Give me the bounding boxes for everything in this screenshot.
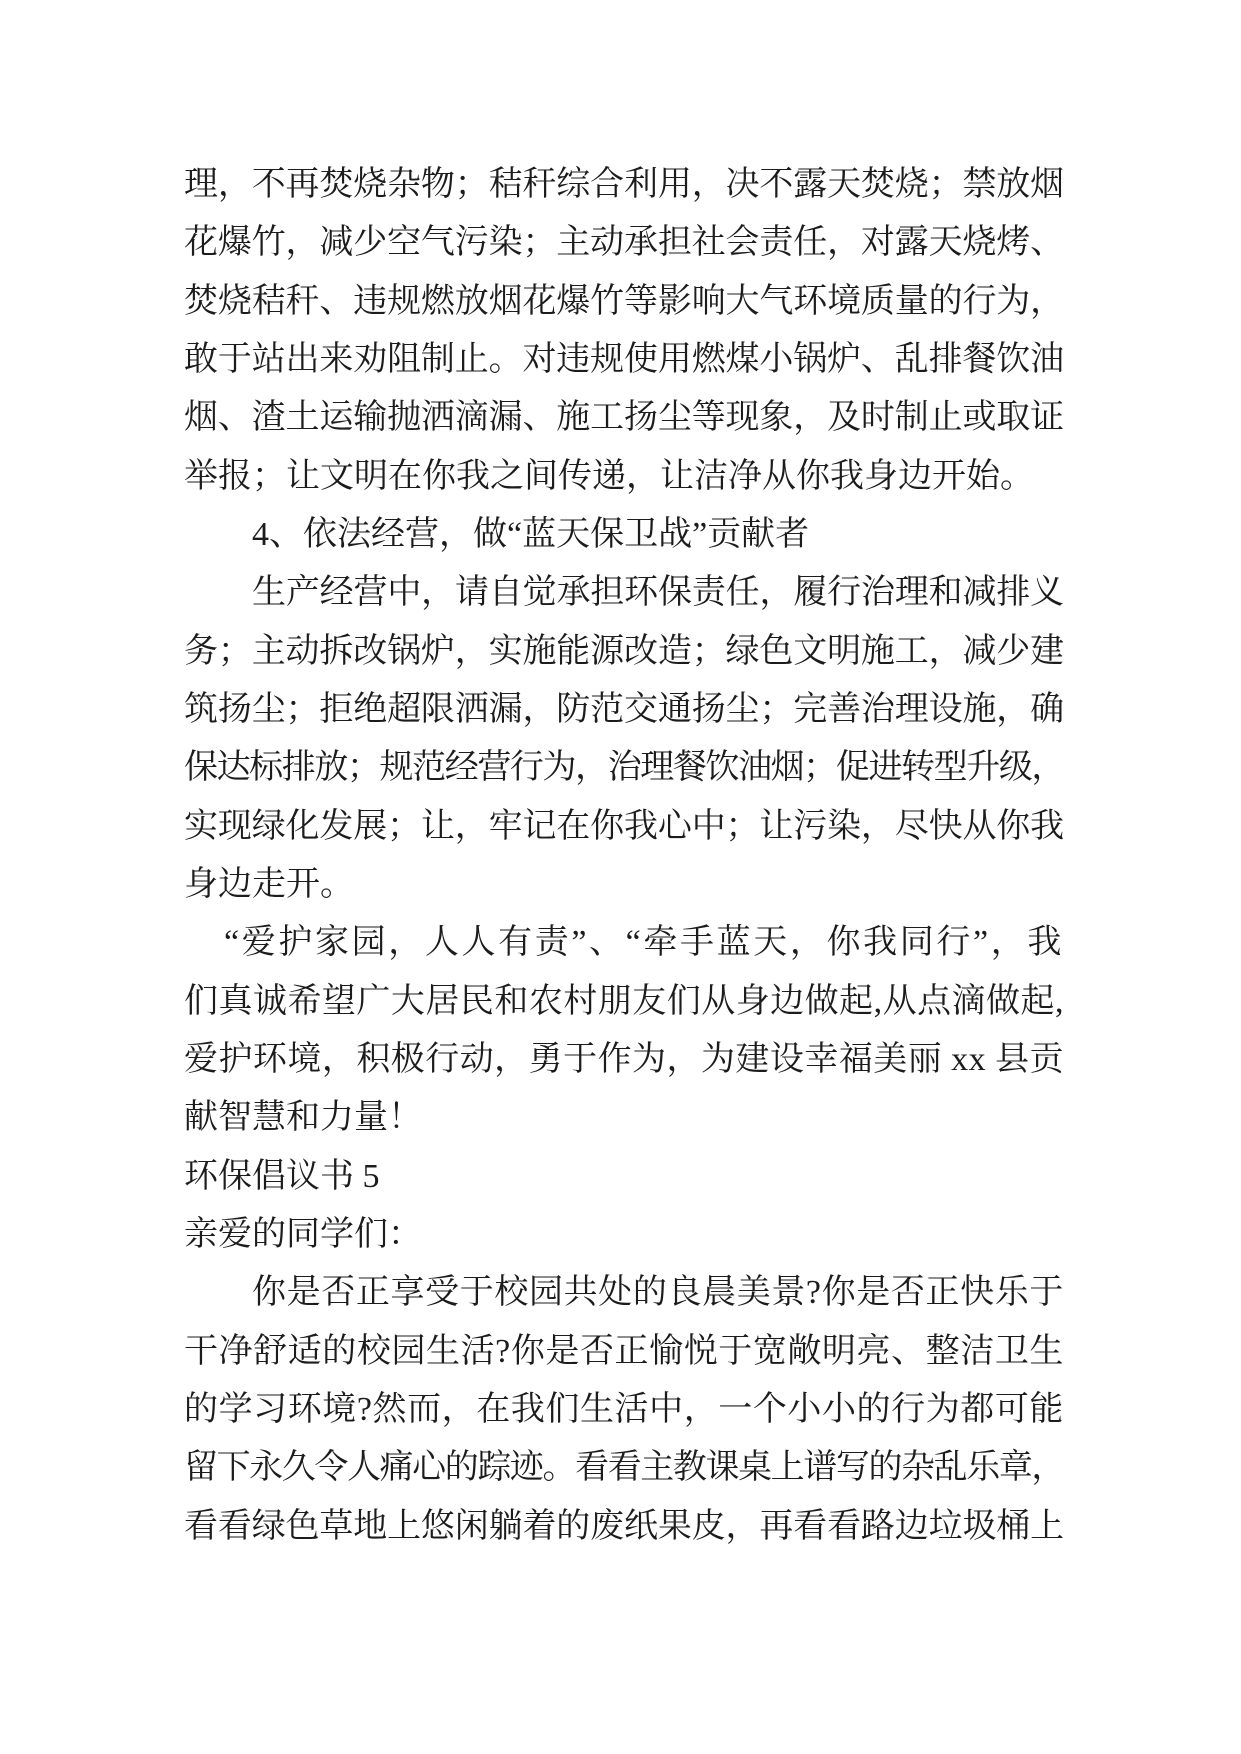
text-line [184,1148,1064,1206]
text-line [184,331,1064,389]
text-line-content: 献智慧和力量！ [184,1099,422,1137]
text-line [184,1498,1064,1556]
text-line-content: 环保倡议书 5 [184,1157,380,1195]
text-line [184,214,1064,272]
text-line [184,623,1064,681]
text-line-content: 看看绿色草地上悠闲躺着的废纸果皮，再看看路边垃圾桶上 [184,1507,1064,1545]
text-line-content: “爱护家园，人人有责”、“牵手蓝天，你我同行”，我 [224,924,1064,962]
text-line-content: 焚烧秸秆、违规燃放烟花爆竹等影响大气环境质量的行为， [184,282,1064,320]
text-line-content: 亲爱的同学们： [184,1215,422,1253]
text-line-content: 干净舒适的校园生活?你是否正愉悦于宽敞明亮、整洁卫生 [184,1332,1064,1370]
text-line-content: 务；主动拆改锅炉，实施能源改造；绿色文明施工，减少建 [184,632,1064,670]
text-line-content: 理，不再焚烧杂物；秸秆综合利用，决不露天焚烧；禁放烟 [184,166,1064,203]
text-line [184,1264,1064,1322]
text-line [184,681,1064,739]
text-line [184,1381,1064,1439]
text-line-content: 们真诚希望广大居民和农村朋友们从身边做起,从点滴做起, [184,982,1064,1020]
text-line-content: 实现绿化发展；让，牢记在你我心中；让污染，尽快从你我 [184,807,1064,845]
text-line [184,973,1064,1031]
text-line [184,914,1064,972]
text-line-content: 的学习环境?然而，在我们生活中，一个小小的行为都可能 [184,1390,1064,1428]
text-line [184,273,1064,331]
text-line [184,1323,1064,1381]
text-line-content: 生产经营中，请自觉承担环保责任，履行治理和减排义 [252,574,1064,612]
text-line-content: 举报；让文明在你我之间传递，让洁净从你我身边开始。 [184,457,1034,495]
text-line [184,1206,1064,1264]
text-line-content: 身边走开。 [184,865,354,903]
text-line [184,156,1064,214]
document-text-block [184,156,1064,1556]
text-line-content: 敢于站出来劝阻制止。对违规使用燃煤小锅炉、乱排餐饮油 [184,340,1064,378]
text-line-content: 4、依法经营，做“蓝天保卫战”贡献者 [252,515,810,553]
text-line [184,739,1064,797]
text-line [184,448,1064,506]
text-line-content: 留下永久令人痛心的踪迹。看看主教课桌上谱写的杂乱乐章， [184,1449,1064,1487]
text-line [184,1089,1064,1147]
text-line-content: 花爆竹，减少空气污染；主动承担社会责任，对露天烧烤、 [184,224,1064,262]
text-line-content: 筑扬尘；拒绝超限洒漏，防范交通扬尘；完善治理设施，确 [184,690,1064,728]
text-line [184,856,1064,914]
text-line [184,1439,1064,1497]
text-line-content: 爱护环境，积极行动，勇于作为，为建设幸福美丽 xx 县贡 [184,1040,1064,1078]
text-line-content: 保达标排放；规范经营行为，治理餐饮油烟；促进转型升级， [184,749,1064,787]
text-line-content: 你是否正享受于校园共处的良晨美景?你是否正快乐于 [252,1274,1064,1312]
text-line [184,506,1064,564]
text-line [184,798,1064,856]
text-line [184,1031,1064,1089]
text-line [184,389,1064,447]
text-line-content: 烟、渣土运输抛洒滴漏、施工扬尘等现象，及时制止或取证 [184,399,1064,437]
text-line [184,564,1064,622]
